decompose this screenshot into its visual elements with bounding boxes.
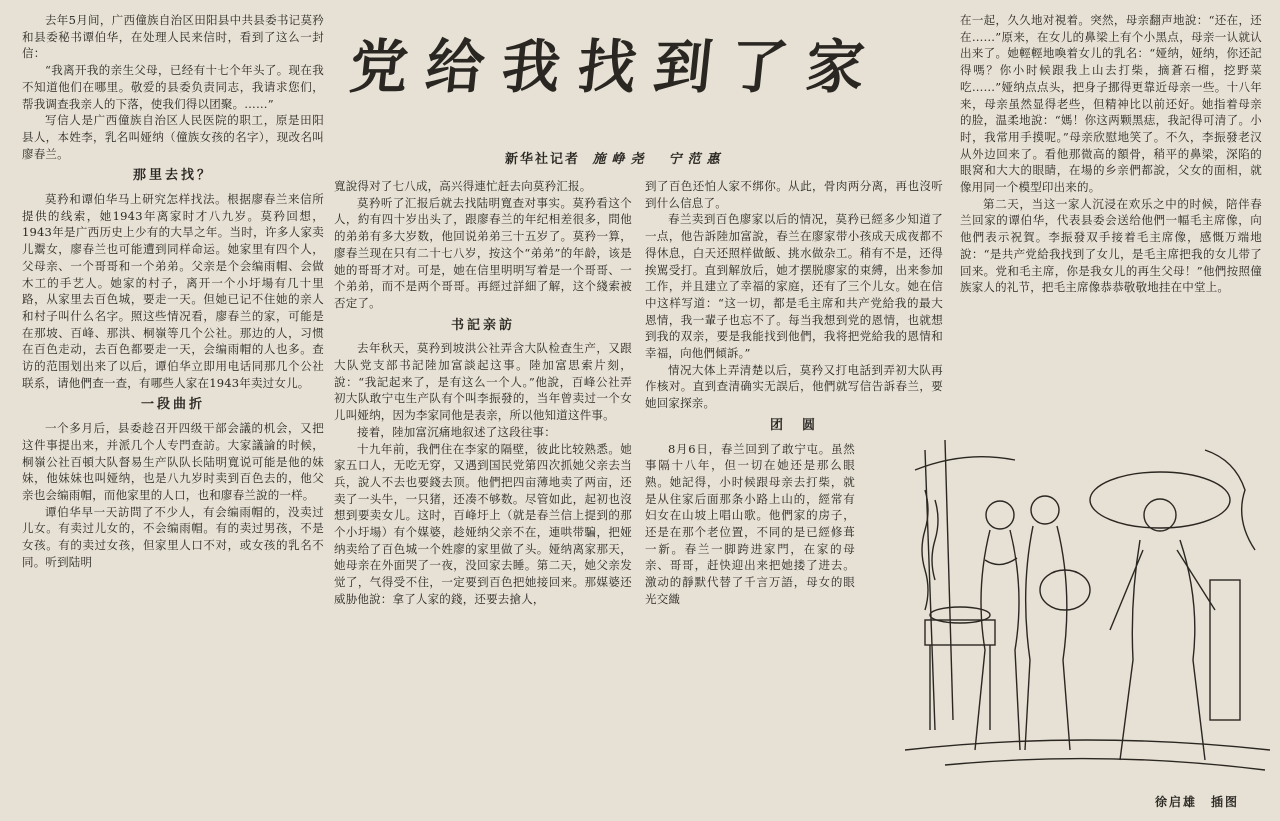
village-family-illustration (905, 430, 1270, 775)
paragraph: 莫矜听了汇报后就去找陆明寬查对事实。莫矜看这个人，約有四十岁出头了，跟廖春兰的年纪相差很多，問他的弟弟有多大岁数，他回说弟弟三十五岁了。莫矜一算，廖春兰现在只有二十七八岁，按这个“弟弟”的年龄，该是她的哥哥才对。可是，她在信里明明写着是一个哥哥、一个弟弟，而不是两个哥哥。再經过詳細了解，这个綫索被否定了。 (334, 195, 632, 310)
byline (505, 148, 805, 167)
quoted-letter: “我离开我的亲生父母，已经有十七个年头了。现在我不知道他们在哪里。敬爱的县委负责同志，我请求您们，帮我调查我亲人的下落，使我们得以团聚。……” (22, 63, 324, 111)
paragraph: 情况大体上弄清楚以后，莫矜又打电話到弄初大队再作核对。直到查清确实无誤后，他們就写信告訴春兰，要她回家探亲。 (645, 362, 943, 411)
column-2 (334, 178, 632, 810)
paragraph: 去年5月间，广西僮族自治区田阳县中共县委书记莫矜和县委秘书谭伯华，在处理人民来信时，看到了这么一封信： (22, 13, 324, 61)
paragraph: 春兰卖到百色廖家以后的情况，莫矜已經多少知道了一点，他告訴陸加富說，春兰在廖家带小孩成天成夜都不得休息，白天还照样做飯、挑水做杂工。稍有不是，还得挨駡受打。直到解放后，她才摆脱廖家的束縛，出来参加工作，并且建立了幸福的家庭，还有了三个儿女。她在信中这样写道：“这一切，都是毛主席和共产党給我的最大恩情，我一輩子也忘不了。每当我想到党的恩情，也就想到我的双亲，要是我能找到他們，我将把党給我的恩情和幸福，向他們傾訴。” (645, 212, 943, 361)
paragraph: 谭伯华早一天訪問了不少人，有会编雨帽的，没卖过儿女。有卖过儿女的，不会编雨帽。有的卖过男孩，不是女孩。有的卖过女孩，但家里人口不对，或女孩的乳名不同。听到陆明 (22, 504, 324, 569)
column-3 (645, 178, 943, 810)
article-headline: 党给我找到了家 (346, 33, 886, 101)
paragraph: 第二天，当这一家人沉浸在欢乐之中的时候，陪伴春兰回家的谭伯华，代表县委会送给他們一幅毛主席像，向他們表示祝賀。李振發双手接着毛主席像，感慨万端地說：“是共产党給我找到了女儿，是毛主席把我的女儿带了回来。党和毛主席，你是我女儿的再生父母！”他們按照僮族家人的礼节，把毛主席像恭恭敬敬地挂在中堂上。 (960, 196, 1262, 295)
paragraph: 寬說得对了七八成，高兴得連忙赶去向莫矜汇报。 (334, 179, 592, 193)
byline-authors: 施峥尧 宁范惠 (592, 152, 726, 167)
paragraph: 接着，陸加富沉痛地叙述了这段往事： (357, 424, 556, 439)
paragraph: 8月6日，春兰回到了敢宁屯。虽然事隔十八年，但一切在她还是那么眼熟。她記得，小时候跟母亲去打柴，就是从住家后面那条小路上山的，經常有妇女在山坡上唱山歌。他們家的房子，还是在那个老位置，不同的是已經修葺一新。春兰一脚跨进家門，在家的母亲、哥哥，赶快迎出来把她搂了进去。激动的靜默代替了千言万語，母女的眼光交織 (645, 441, 855, 606)
section-heading: 团 圆 (769, 417, 818, 433)
column-4 (960, 12, 1262, 427)
paragraph: 十九年前，我們住在李家的隔壁，彼此比较熟悉。她家五口人，无吃无穿，又遇到国民党第四次抓她父亲去当兵，說人不去也要錢去顶。他們把四亩薄地卖了两亩，还卖了一头牛，一只猪，还凑不够数。尽管如此，起初也沒想到要卖女儿。这时，百峰圩上（就是春兰信上提到的那个小圩場）有个媒婆，趁娅纳父亲不在，連哄带騙，把娅纳卖给了百色城一个姓廖的家里做了头。娅纳离家那天，她母亲在外面哭了一夜，没回家去睡。第二天，她父亲发觉了，气得受不住，一定要到百色把她接回来。那媒婆还威胁他說：拿了人家的錢，还要去搶人， (334, 441, 632, 606)
illustration-credit: 徐启雄 插图 (1155, 795, 1240, 809)
paragraph: 莫矜和谭伯华马上研究怎样找法。根据廖春兰来信所提供的线索，她1943年离家时才八九岁。莫矜回想，1943年是广西历史上少有的大旱之年。当时，许多人家卖儿鬻女，廖春兰也可能遭到同样命运。她家里有四个人，父母亲、一个哥哥和一个弟弟。父亲是个会编雨帽、会做木工的手艺人。她家的村子，离开一个小圩場有几十里路，从家里去百色城，要走一天。但她已记不住她的亲人和村子叫什么名字。照这些情况看，廖春兰的家，可能是在那坡、百峰、那洪、桐嶺等几个公社。那边的人，习惯在百色走动，去百色都要走一天，会编雨帽的人也多。查访的范围划出来了以后，谭伯华立即用电话同那几个公社联系，请他們查一查，有哪些人家在1943年卖过女儿。 (22, 192, 324, 390)
paragraph: 一个多月后，县委趁召开四级干部会議的机会，又把这件事提出来，并派几个人专門查訪。大家議論的时候，桐嶺公社百頓大队督易生产队队长陆明寬说可能是他的妹妹，他妹妹也叫娅纳，也是八九岁时卖到百色去的，他父亲也会编雨帽，而他家里的人口，也和廖春兰說的一样。 (22, 421, 324, 502)
paragraph: 写信人是广西僮族自治区人民医院的职工，原是田阳县人，本姓李，乳名叫娅纳（僮族女孩的名字），现改名叫廖春兰。 (22, 113, 324, 161)
section-heading: 书記亲訪 (450, 317, 515, 333)
paragraph: 到了百色还怕人家不绑你。从此，骨肉两分离，再也沒听到什么信息了。 (645, 179, 943, 210)
column-1 (22, 12, 324, 812)
section-heading: 那里去找？ (132, 168, 213, 184)
paragraph: 去年秋天，莫矜到坡洪公社弄含大队检查生产，又跟大队党支部书記陸加富談起这事。陸加富思索片刻，說：“我記起来了，是有这么一个人。”他說，百峰公社弄初大队敢宁屯生产队有个叫李振發的，当年曾卖过一个女儿叫娅纳，因为李家同他是表亲，所以他知道这件事。 (334, 341, 632, 423)
section-heading: 一段曲折 (140, 397, 205, 413)
paragraph: 在一起，久久地对視着。突然，母亲翻声地說：“还在，还在……”原来，在女儿的鼻梁上有个小黑点，母亲一认就认出来了。她輕輕地喚着女儿的乳名：“娅纳，娅纳，你还記得嗎？你小时候跟我上山去打柴，摘蒼石榴，挖野菜吃……”娅纳点点头，把身子挪得更靠近母亲一些。十八年来，母亲虽然显得老些，但精神比以前还好。她指着母亲的脸，温柔地說：“媽！你这两颗黑痣，我記得可清了。小时，我常用手摸呢。”母亲欣慰地笑了。不久，李振發老汉从外边回来了。看他那微高的額骨，稍平的鼻梁，深陷的眼窝和大大的眼睛，在場的乡亲們都說，父女的面相，就像用同一个模型印出来的。 (960, 13, 1262, 195)
byline-agency: 新华社记者 (505, 152, 581, 167)
